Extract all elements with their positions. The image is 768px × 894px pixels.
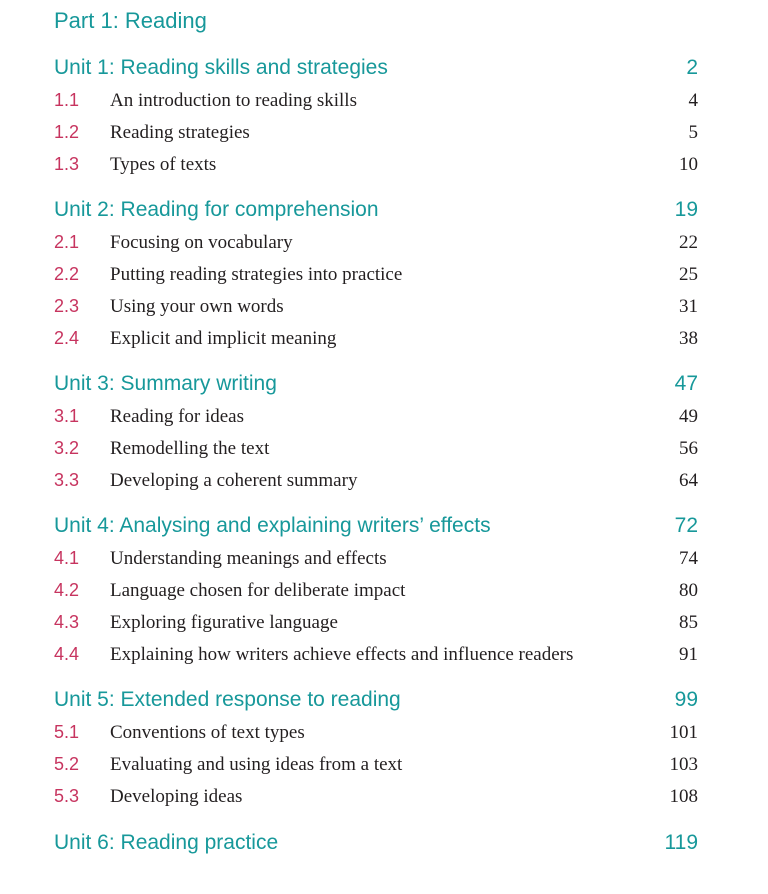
- section-page: 64: [679, 470, 698, 491]
- unit-heading[interactable]: [54, 827, 698, 859]
- section-page: 74: [679, 548, 698, 569]
- section-row[interactable]: [54, 322, 698, 354]
- section-row[interactable]: [54, 226, 698, 258]
- section-row[interactable]: [54, 748, 698, 780]
- section-title: An introduction to reading skills: [110, 90, 357, 111]
- toc-unit: [54, 684, 698, 812]
- section-number: 4.2: [54, 580, 80, 600]
- section-title: Explicit and implicit meaning: [110, 328, 337, 349]
- section-title: Explaining how writers achieve effects and influence readers: [110, 644, 574, 665]
- section-row[interactable]: [54, 464, 698, 496]
- section-number: 1.1: [54, 90, 80, 110]
- section-title: Evaluating and using ideas from a text: [110, 754, 403, 775]
- section-number: 3.2: [54, 438, 80, 458]
- section-page: 22: [679, 232, 698, 253]
- section-number: 1.3: [54, 154, 80, 174]
- unit-heading[interactable]: [54, 52, 698, 84]
- toc-unit: [54, 827, 698, 859]
- toc-unit: [54, 510, 698, 670]
- section-number: 5.3: [54, 786, 80, 806]
- section-number: 2.1: [54, 232, 80, 252]
- section-title: Conventions of text types: [110, 722, 305, 743]
- section-row[interactable]: [54, 290, 698, 322]
- section-title: Types of texts: [110, 154, 217, 175]
- section-title: Exploring figurative language: [110, 612, 338, 633]
- section-title: Putting reading strategies into practice: [110, 264, 403, 285]
- part-title: Part 1: Reading: [54, 8, 207, 33]
- section-number: 4.1: [54, 548, 80, 568]
- section-number: 3.1: [54, 406, 80, 426]
- section-page: 38: [679, 328, 698, 349]
- section-page: 25: [679, 264, 698, 285]
- section-page: 4: [688, 90, 698, 111]
- section-page: 103: [669, 754, 698, 775]
- unit-page: 99: [674, 688, 698, 711]
- section-number: 3.3: [54, 470, 80, 490]
- section-row[interactable]: [54, 148, 698, 180]
- section-row[interactable]: [54, 400, 698, 432]
- section-title: Developing a coherent summary: [110, 470, 358, 491]
- section-number: 2.2: [54, 264, 80, 284]
- section-row[interactable]: [54, 638, 698, 670]
- unit-heading[interactable]: [54, 684, 698, 716]
- unit-page: 47: [674, 372, 698, 395]
- section-page: 31: [679, 296, 698, 317]
- section-row[interactable]: [54, 258, 698, 290]
- section-number: 5.2: [54, 754, 80, 774]
- section-title: Reading for ideas: [110, 406, 245, 427]
- section-number: 2.4: [54, 328, 80, 348]
- section-page: 5: [688, 122, 698, 143]
- section-number: 4.3: [54, 612, 80, 632]
- unit-heading[interactable]: [54, 510, 698, 542]
- section-number: 1.2: [54, 122, 80, 142]
- section-page: 101: [669, 722, 698, 743]
- section-title: Understanding meanings and effects: [110, 548, 387, 569]
- unit-heading[interactable]: [54, 368, 698, 400]
- section-row[interactable]: [54, 716, 698, 748]
- unit-title: Unit 6: Reading practice: [54, 831, 279, 854]
- section-row[interactable]: [54, 432, 698, 464]
- section-row[interactable]: [54, 542, 698, 574]
- section-page: 108: [669, 786, 698, 807]
- unit-page: 2: [686, 56, 698, 79]
- section-page: 49: [679, 406, 698, 427]
- unit-page: 19: [674, 198, 698, 221]
- unit-title: Unit 1: Reading skills and strategies: [54, 56, 388, 79]
- section-row[interactable]: [54, 84, 698, 116]
- section-title: Developing ideas: [110, 786, 243, 807]
- section-page: 56: [679, 438, 698, 459]
- toc-unit: [54, 368, 698, 496]
- section-page: 80: [679, 580, 698, 601]
- unit-page: 72: [674, 514, 698, 537]
- unit-page: 119: [664, 831, 698, 854]
- section-row[interactable]: [54, 606, 698, 638]
- section-number: 4.4: [54, 644, 80, 664]
- section-page: 91: [679, 644, 698, 665]
- unit-title: Unit 3: Summary writing: [54, 372, 277, 395]
- unit-title: Unit 5: Extended response to reading: [54, 688, 401, 711]
- unit-title: Unit 4: Analysing and explaining writers’ effects: [54, 514, 491, 537]
- section-number: 5.1: [54, 722, 80, 742]
- section-title: Language chosen for deliberate impact: [110, 580, 406, 601]
- section-title: Reading strategies: [110, 122, 250, 143]
- section-page: 85: [679, 612, 698, 633]
- toc-unit: [54, 52, 698, 180]
- section-title: Remodelling the text: [110, 438, 270, 459]
- unit-heading[interactable]: [54, 194, 698, 226]
- section-row[interactable]: [54, 116, 698, 148]
- section-title: Using your own words: [110, 296, 284, 317]
- section-row[interactable]: [54, 780, 698, 812]
- section-number: 2.3: [54, 296, 80, 316]
- section-page: 10: [679, 154, 698, 175]
- unit-title: Unit 2: Reading for comprehension: [54, 198, 379, 221]
- section-row[interactable]: [54, 574, 698, 606]
- section-title: Focusing on vocabulary: [110, 232, 293, 253]
- toc-unit: [54, 194, 698, 354]
